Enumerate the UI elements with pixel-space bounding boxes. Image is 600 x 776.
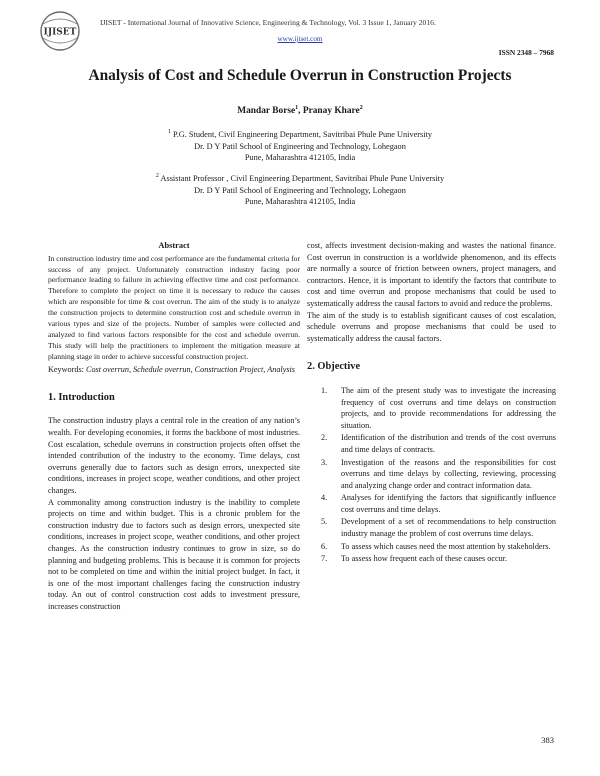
- introduction-paragraph-1: The construction industry plays a central role in the creation of any nation’s wealth. For developing economies, it forms the backbone of most industries. Cost escalation, schedule overruns in construction projects often offset the intended contribution of the industry to the economy. Time delays, cost overruns generally due to factors such as design errors, unexpected site conditions, increases in project scope, weather conditions, and other project changes.: [48, 416, 300, 496]
- objective-item-7-text: To assess how frequent each of these causes occur.: [341, 554, 508, 564]
- abstract-heading: Abstract: [158, 241, 190, 250]
- issn-label: ISSN 2348 – 7968: [498, 48, 554, 57]
- objective-item-4-num: 4.: [321, 493, 328, 503]
- objective-item-5-text: Development of a set of recommendations to help construction industry manage the problem of cost overruns time delays.: [341, 517, 556, 539]
- objective-item-6-text: To assess which causes need the most attention by stakeholders.: [341, 541, 551, 551]
- affiliation-2-line3: Pune, Maharashtra 412105, India: [244, 197, 356, 207]
- objective-item-5-num: 5.: [321, 517, 328, 527]
- paper-title: Analysis of Cost and Schedule Overrun in Construction Projects: [88, 67, 512, 84]
- left-column: [48, 240, 300, 613]
- objective-item-6-num: 6.: [321, 541, 328, 551]
- affiliation-2-sup: 2: [155, 173, 159, 179]
- right-paragraph-1: cost, affects investment decision-making and wastes the national finance. Cost overrun in construction is a worldwide phenomenon, and its effects are normally a source of friction between owners, project managers, and contractors. Hence, it is important to identify the factors that contribute to cost and time overrun and propose mechanisms that could be used to systematically address the causal factors to avoid and reduce the problems.: [307, 241, 556, 308]
- right-paragraph-2: The aim of the study is to establish significant causes of cost escalation, schedule overruns and propose mechanisms that could be used to systematically address the causal factors.: [307, 310, 556, 343]
- author-2-name: Pranay Khare: [302, 106, 360, 117]
- objective-item-1-num: 1.: [321, 385, 328, 395]
- objective-item-1-text: The aim of the present study was to investigate the increasing frequency of cost overruns and time delays on construction projects, and to provide recommendations for addressing the situation.: [341, 385, 556, 430]
- objective-item-4-text: Analyses for identifying the factors that significantly influence cost overruns and time delays.: [341, 493, 556, 514]
- affiliation-1-line3: Pune, Maharashtra 412105, India: [244, 153, 356, 163]
- author-1-name: Mandar Borse: [237, 106, 296, 117]
- objective-item-3-num: 3.: [321, 457, 328, 467]
- abstract-text: In construction industry time and cost performance are the fundamental criteria for success of any project. Unfortunately construction industry facing poor performance leading to failure in achieving effective time and cost performance. Therefore to complete the project on time it is necessary to reduce the causes which are responsible for time & cost overrun. The aim of the study is to analyze the construction projects to determine construction cost and schedule overrun in various types and size of the projects. Number of samples were collected and analyzed to find various factors responsible for the cost and schedule overrun. This study will help the practitioners to implement the mitigation measure at planning stage in order to achieve successful construction project.: [48, 253, 300, 361]
- author-1-sup: 1: [295, 105, 299, 111]
- objective-item-7: [307, 553, 556, 565]
- author-separator: ,: [298, 106, 303, 117]
- objective-list: [307, 385, 556, 565]
- objective-item-3: [307, 457, 556, 492]
- objective-item-2-num: 2.: [321, 433, 328, 443]
- journal-logo-icon: [38, 10, 86, 52]
- affiliation-1-line1: P.G. Student, Civil Engineering Department, Savitribai Phule Pune University: [173, 129, 433, 139]
- affiliation-2-line1: Assistant Professor , Civil Engineering Department, Savitribai Phule Pune University: [160, 173, 445, 183]
- objective-item-5: [307, 516, 556, 539]
- objective-item-6: [307, 541, 556, 553]
- affiliation-1: [0, 127, 600, 164]
- logo-text: IJISET: [43, 27, 77, 38]
- journal-header: IJISET - International Journal of Innovative Science, Engineering & Technology, Vol. 3 Issue 1, January 2016.: [100, 18, 436, 27]
- objective-item-2: [307, 432, 556, 455]
- affiliation-1-line2: Dr. D Y Patil School of Engineering and Technology, Lohegaon: [194, 141, 406, 151]
- introduction-heading: 1. Introduction: [48, 391, 115, 403]
- affiliation-1-sup: 1: [167, 129, 171, 135]
- journal-url-link[interactable]: www.ijiset.com: [277, 35, 323, 43]
- objective-heading: 2. Objective: [307, 361, 361, 373]
- keywords-label: Keywords:: [48, 364, 84, 374]
- objective-item-4: [307, 492, 556, 515]
- page-number: 383: [541, 735, 554, 745]
- objective-item-2-text: Identification of the distribution and trends of the cost overruns and time delays of contracts.: [341, 433, 556, 454]
- right-column: [307, 240, 556, 566]
- affiliation-2-line2: Dr. D Y Patil School of Engineering and Technology, Lohegaon: [194, 185, 406, 195]
- author-2-sup: 2: [359, 105, 363, 111]
- author-line: [0, 105, 600, 116]
- keywords-text: Cost overrun, Schedule overrun, Construction Project, Analysis: [85, 364, 295, 374]
- affiliation-2: [0, 171, 600, 208]
- objective-item-7-num: 7.: [321, 554, 328, 564]
- objective-item-1: [307, 385, 556, 431]
- introduction-paragraph-2: A commonality among construction industry is the inability to complete projects on time and within budget. This is a chronic problem for the construction industry due to factors such as design errors, unexpected site conditions, increases in project scope, weather conditions, and other project changes. As the construction industry continues to grow in size, so do planning and budgeting problems. This is because it is common for projects not to be completed on time and within the initial project budget. In fact, it is one of the most important challenges facing the construction industry today. An out of control construction cost adds to investment pressure, increases construction: [48, 497, 300, 611]
- keywords-line: [48, 364, 300, 375]
- objective-item-3-text: Investigation of the reasons and the responsibilities for cost overruns and time delays by collecting, reviewing, processing and analyzing change order and contract information data.: [341, 457, 556, 490]
